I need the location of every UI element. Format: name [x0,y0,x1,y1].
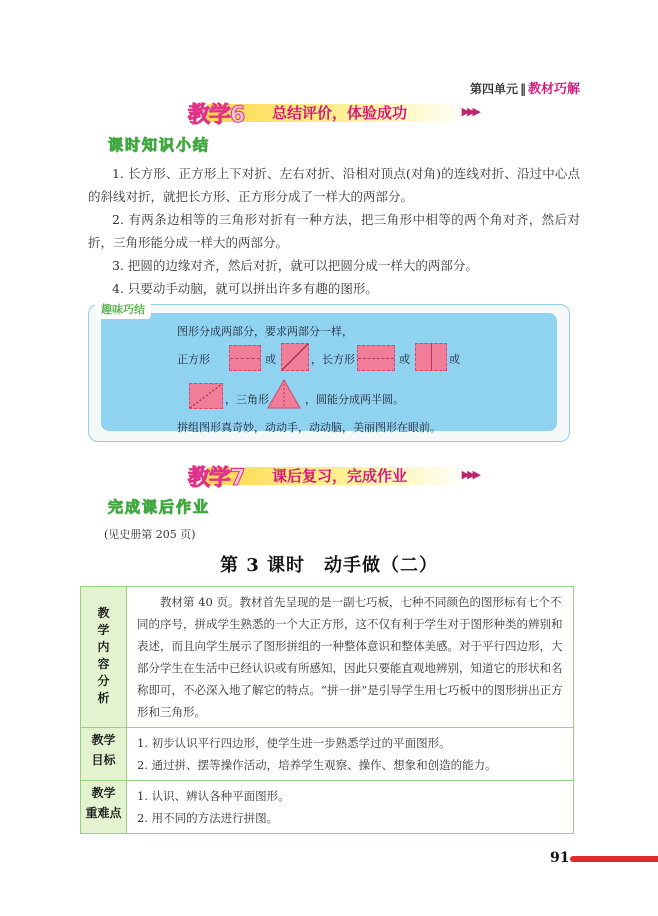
lesson-title: 第 3 课时 动手做（二） [219,555,439,576]
circle-label: ，圆能分成两半圆。 [305,393,404,406]
fun-summary-tag: 趣味巧结 [95,301,151,319]
section-7-banner [188,463,478,489]
table-row [81,728,574,781]
rectangle-split-horizontal-shape [357,345,395,371]
square-split-horizontal-shape [229,345,261,371]
triangle-shape [267,379,301,409]
summary-item-2: 2. 有两条边相等的三角形对折有一种方法，把三角形中相等的两个角对齐，然后对折，三角形能分成一样大的两部分。 [88,212,580,250]
fun-line-4: 拼组图形真奇妙，动动手，动动脑，美丽图形在眼前。 [177,421,441,434]
or-label-3: 或 [449,353,460,366]
arrows-icon: ▶▶▶ [461,468,478,481]
section-title: 课后复习，完成作业 [272,467,408,485]
content-analysis-label [81,587,127,728]
rectangle-label: ，长方形 [311,353,355,366]
rectangle-split-vertical-shape [415,343,447,371]
content-analysis-text: 教材第 40 页。教材首先呈现的是一副七巧板，七种不同颜色的图形标有七个不同的序号，拼成学生熟悉的一个大正方形，这不仅有利于学生对于图形种类的辨别和表述，而且向学生展示了图形拼组的一种整体意识和整体美感。对于平行四边形，大部分学生在生活中已经认识或有所感知，因此只要能直观地辨别，知道它的形状和名称即可，不必深入地了解它的特点。“拼一拼”是引导学生用七巧板中的图形拼出正方形和三角形。 [127,587,574,728]
homework-heading-text: 完成课后作业 [108,498,211,516]
summary-item-3: 3. 把圆的边缘对齐，然后对折，就可以把圆分成一样大的两部分。 [112,258,478,273]
running-header [470,78,580,97]
objectives-label-b: 目标 [91,753,116,767]
fun-line-1: 图形分成两部分，要求两部分一样， [177,325,353,338]
key-points-label-a: 教学 [91,786,116,800]
objectives-label-a: 教学 [91,733,116,747]
table-row [81,587,574,728]
key-points-content [127,781,574,834]
arrows-icon: ▶▶▶ [461,105,478,118]
objectives-content [127,728,574,781]
page-number-bar [570,856,658,862]
table-row [81,781,574,834]
header-separator: ‖ [519,82,526,96]
summary-heading-text: 课时知识小结 [108,136,211,154]
objectives-label [81,728,127,781]
list-item: 2. 用不同的方法进行拼图。 [137,811,279,825]
summary-item-4: 4. 只要动手动脑，就可以拼出许多有趣的图形。 [112,281,378,296]
rectangle-split-diagonal-shape [189,383,223,409]
content-analysis-label-text: 教学内容分析 [97,606,110,705]
fun-line-2 [177,351,210,367]
square-split-diagonal-shape [281,343,309,371]
list-item: 2. 通过拼、摆等操作活动，培养学生观察、操作、想象和创造的能力。 [137,758,497,772]
section-number: 教学6 [188,103,245,128]
list-item: 1. 认识、辨认各种平面图形。 [137,789,290,803]
unit-label: 第四单元 [469,82,518,96]
or-label-2: 或 [399,353,410,366]
homework-heading [108,496,210,517]
section-number: 教学7 [188,466,245,491]
summary-item-1: 1. 长方形、正方形上下对折、左右对折、沿相对顶点(对角)的连线对折、沿过中心点的斜线对折，就把长方形、正方形分成了一样大的两部分。 [88,166,580,204]
fun-summary-box [88,304,570,442]
page-number: 91 [550,850,570,866]
square-label: 正方形 [177,353,210,366]
summary-heading [108,134,210,155]
homework-note: (见史册第 205 页) [104,528,196,541]
header-title: 教材巧解 [527,82,580,97]
triangle-label: ，三角形 [225,393,269,406]
or-label-1: 或 [265,353,276,366]
list-item: 1. 初步认识平行四边形，使学生进一步熟悉学过的平面图形。 [137,736,451,750]
section-title: 总结评价，体验成功 [272,104,408,122]
key-points-label-b: 重难点 [85,806,122,820]
key-points-label [81,781,127,834]
section-6-banner [188,100,478,126]
teaching-plan-table [80,586,574,834]
